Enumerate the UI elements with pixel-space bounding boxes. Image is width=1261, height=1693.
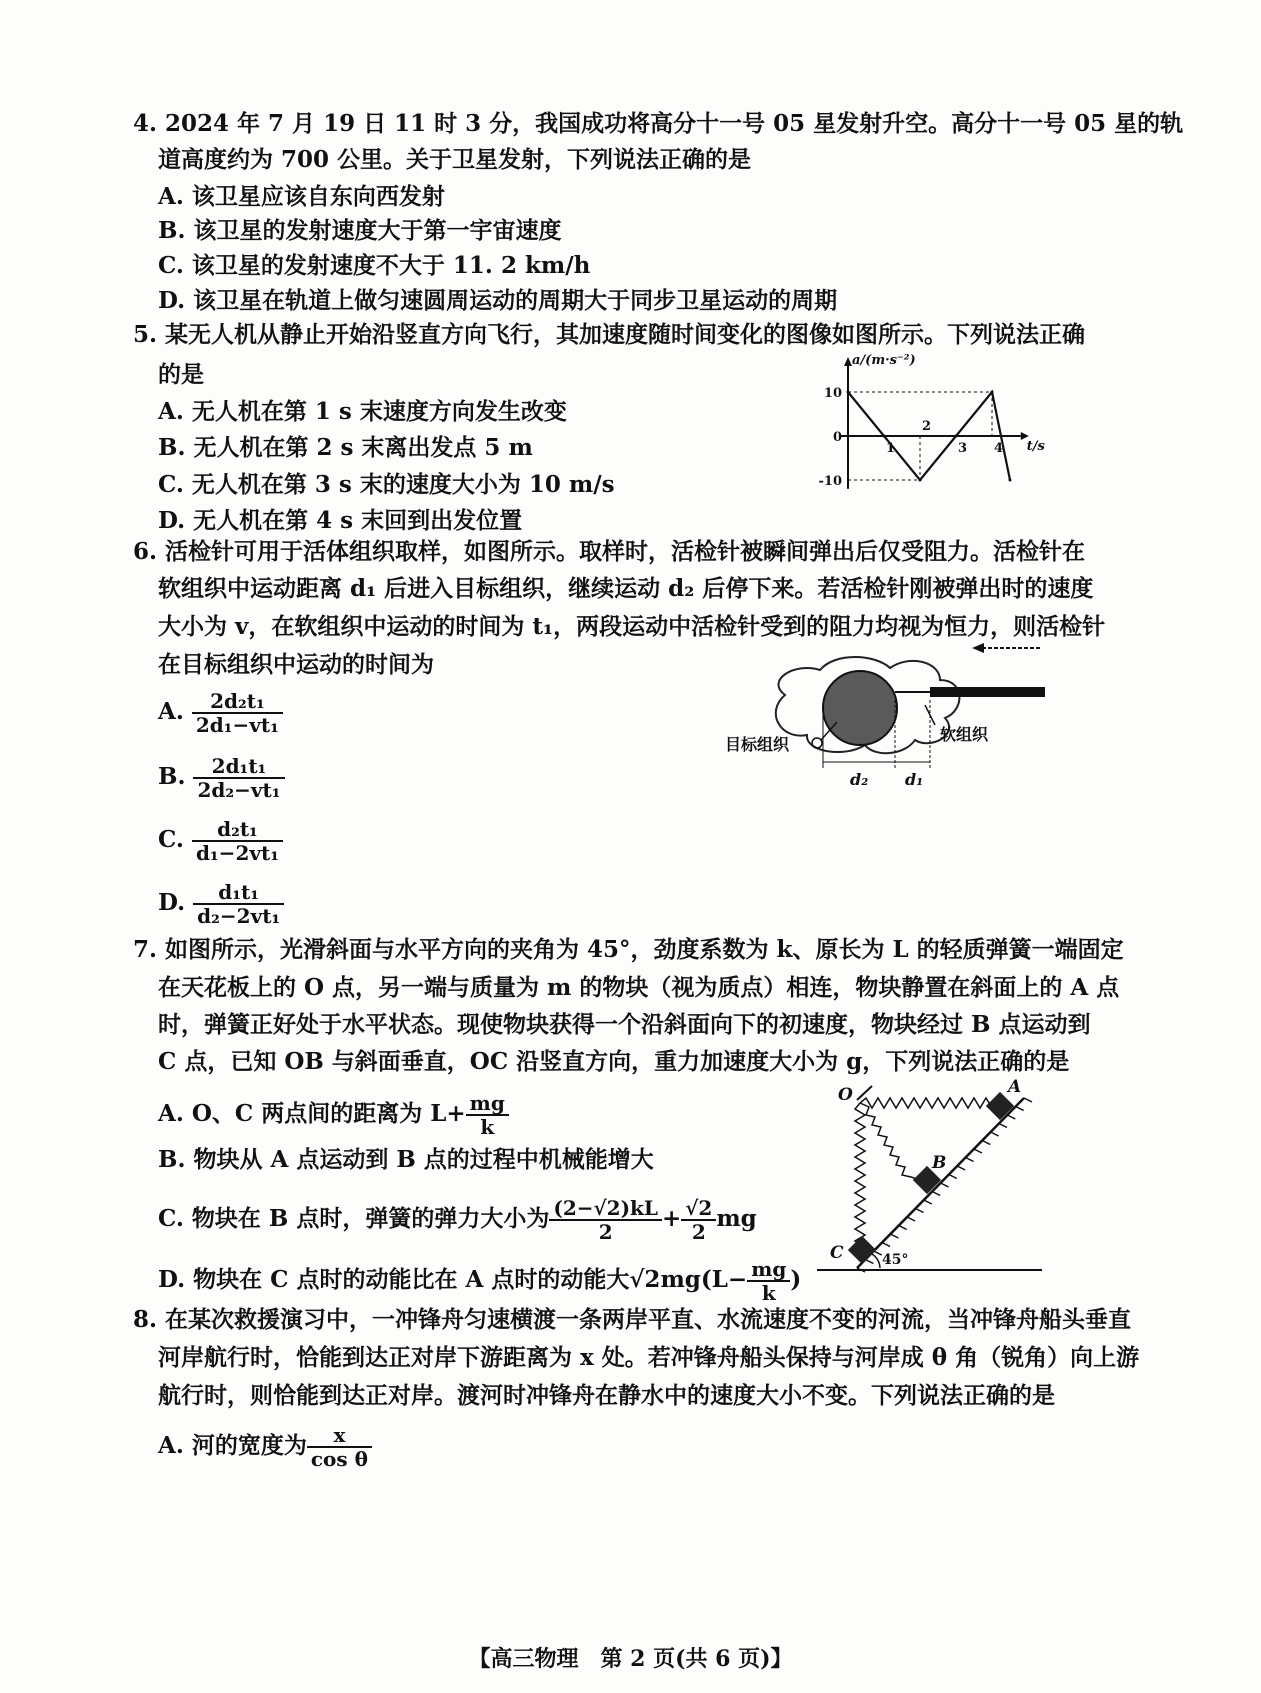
q7-option-d-suffix: ) bbox=[790, 1266, 802, 1293]
q5-option-c: C. 无人机在第 3 s 末的速度大小为 10 m/s bbox=[158, 471, 615, 498]
q7-stem-line2: 在天花板上的 O 点，另一端与质量为 m 的物块（视为质点）相连，物块静置在斜面上的 A 点 bbox=[158, 974, 1120, 1001]
target-tissue bbox=[823, 671, 897, 745]
q6-option-c bbox=[158, 818, 283, 864]
spring-diagonal bbox=[860, 1103, 917, 1179]
q6-stem-line3: 大小为 v，在软组织中运动的时间为 t₁，两段运动中活检针受到的阻力均视为恒力，则活检针 bbox=[158, 613, 1106, 640]
fraction-denominator: 2 bbox=[691, 1220, 706, 1244]
q7-option-a bbox=[158, 1092, 509, 1138]
q6-option-c-label: C. bbox=[158, 826, 184, 853]
data-point bbox=[991, 391, 994, 394]
q8-stem-line3: 航行时，则恰能到达正对岸。渡河时冲锋舟在静水中的速度大小不变。下列说法正确的是 bbox=[158, 1382, 1055, 1409]
q8-option-a bbox=[158, 1424, 372, 1470]
q7-option-c bbox=[158, 1197, 757, 1243]
fraction-denominator: 2 bbox=[598, 1220, 613, 1244]
fraction-numerator: d₁t₁ bbox=[193, 881, 284, 905]
data-point bbox=[1009, 479, 1012, 482]
q6-option-b-label: B. bbox=[158, 763, 186, 790]
ceiling-mark bbox=[857, 1086, 872, 1100]
data-point bbox=[847, 391, 850, 394]
fraction-denominator: k bbox=[761, 1281, 776, 1305]
q7-option-c-fraction2 bbox=[681, 1197, 716, 1243]
soft-tissue-label: 软组织 bbox=[940, 725, 989, 744]
q7-option-a-text: A. O、C 两点间的距离为 L+ bbox=[158, 1100, 466, 1127]
q5-stem-line2: 的是 bbox=[158, 361, 204, 388]
x-tick-label: 4 bbox=[994, 441, 1004, 456]
q5-option-d: D. 无人机在第 4 s 末回到出发位置 bbox=[158, 507, 523, 534]
fraction-denominator: 2d₂−vt₁ bbox=[197, 778, 281, 802]
fraction-numerator: mg bbox=[747, 1258, 790, 1282]
q6-stem-line2: 软组织中运动距离 d₁ 后进入目标组织，继续运动 d₂ 后停下来。若活检针刚被弹出时的速度 bbox=[158, 575, 1094, 602]
fraction-denominator: d₂−2vt₁ bbox=[197, 904, 281, 928]
x-axis-label: t/s bbox=[1026, 439, 1045, 454]
q6-option-d bbox=[158, 881, 284, 927]
q8-option-a-text: A. 河的宽度为 bbox=[158, 1432, 307, 1459]
y-tick-label: -10 bbox=[818, 474, 842, 489]
x-tick-label: 2 bbox=[922, 419, 932, 434]
fraction-numerator: mg bbox=[466, 1092, 509, 1116]
q4-stem-line2: 道高度约为 700 公里。关于卫星发射，下列说法正确的是 bbox=[158, 146, 752, 173]
q6-stem-line1: 6. 活检针可用于活体组织取样，如图所示。取样时，活检针被瞬间弹出后仅受阻力。活检针在 bbox=[133, 538, 1086, 565]
q7-option-d-fraction bbox=[747, 1258, 790, 1304]
fraction-denominator: 2d₁−vt₁ bbox=[195, 713, 279, 737]
fraction-numerator: d₂t₁ bbox=[192, 818, 283, 842]
plus-sign: + bbox=[661, 1205, 682, 1232]
q6-option-b-fraction bbox=[193, 755, 284, 801]
fraction-numerator: 2d₂t₁ bbox=[192, 690, 283, 714]
biopsy-needle bbox=[930, 687, 1045, 697]
q4-option-d: D. 该卫星在轨道上做匀速圆周运动的周期大于同步卫星运动的周期 bbox=[158, 287, 838, 314]
q6-option-a-label: A. bbox=[158, 698, 184, 725]
q7-stem-line1: 7. 如图所示，光滑斜面与水平方向的夹角为 45°，劲度系数为 k、原长为 L 的轻质弹簧一端固定 bbox=[133, 936, 1124, 963]
fraction-denominator: k bbox=[480, 1115, 495, 1139]
direction-arrow-head bbox=[972, 643, 984, 653]
q6-option-a-fraction bbox=[192, 690, 283, 736]
data-point bbox=[955, 435, 958, 438]
y-tick-label: 0 bbox=[832, 430, 842, 445]
label-a: A bbox=[1008, 1077, 1022, 1097]
q7-option-d bbox=[158, 1258, 801, 1304]
q7-option-d-text: D. 物块在 C 点时的动能比在 A 点时的动能大√2mg(L− bbox=[158, 1266, 748, 1293]
q6-option-a bbox=[158, 690, 283, 736]
q4-option-c: C. 该卫星的发射速度不大于 11. 2 km/h bbox=[158, 252, 591, 279]
q7-option-c-suffix: mg bbox=[716, 1205, 757, 1232]
q8-stem-line2: 河岸航行时，恰能到达正对岸下游距离为 x 处。若冲锋舟船头保持与河岸成 θ 角（锐角）向上游 bbox=[158, 1344, 1140, 1371]
q7-incline-spring-figure bbox=[812, 1078, 1047, 1278]
q5-option-a: A. 无人机在第 1 s 末速度方向发生改变 bbox=[158, 398, 567, 425]
spring-horizontal bbox=[860, 1098, 998, 1108]
data-point bbox=[883, 435, 886, 438]
label-b: B bbox=[932, 1153, 947, 1173]
fraction-numerator: √2 bbox=[681, 1197, 716, 1221]
page-footer: 【高三物理 第 2 页(共 6 页)】 bbox=[468, 1646, 793, 1672]
q4-option-b: B. 该卫星的发射速度大于第一宇宙速度 bbox=[158, 217, 562, 244]
fraction-numerator: 2d₁t₁ bbox=[193, 755, 284, 779]
label-o: O bbox=[838, 1085, 853, 1105]
q7-option-a-fraction bbox=[466, 1092, 509, 1138]
angle-arc bbox=[872, 1254, 880, 1268]
q7-option-c-text: C. 物块在 B 点时，弹簧的弹力大小为 bbox=[158, 1205, 550, 1232]
y-tick-label: 10 bbox=[823, 386, 842, 401]
q6-option-c-fraction bbox=[192, 818, 283, 864]
fraction-numerator: x bbox=[307, 1424, 372, 1448]
q4-stem-line1: 4. 2024 年 7 月 19 日 11 时 3 分，我国成功将高分十一号 05 星发射升空。高分十一号 05 星的轨 bbox=[133, 110, 1184, 137]
q6-option-b bbox=[158, 755, 285, 801]
x-tick-label: 1 bbox=[886, 441, 896, 456]
fraction-numerator: (2−√2)kL bbox=[549, 1197, 662, 1221]
y-axis-arrow bbox=[844, 357, 852, 366]
q6-biopsy-figure bbox=[725, 640, 1055, 790]
block-at-c bbox=[848, 1236, 876, 1264]
q5-stem-line1: 5. 某无人机从静止开始沿竖直方向飞行，其加速度随时间变化的图像如图所示。下列说法正确 bbox=[133, 321, 1086, 348]
q8-option-a-fraction bbox=[307, 1424, 372, 1470]
q7-stem-line3: 时，弹簧正好处于水平状态。现使物块获得一个沿斜面向下的初速度，物块经过 B 点运动到 bbox=[158, 1011, 1091, 1038]
q4-option-a: A. 该卫星应该自东向西发射 bbox=[158, 183, 445, 210]
label-c: C bbox=[830, 1243, 844, 1263]
target-label-marker bbox=[812, 738, 822, 748]
fraction-denominator: cos θ bbox=[310, 1447, 368, 1471]
q6-option-d-label: D. bbox=[158, 889, 186, 916]
q5-acceleration-chart bbox=[812, 352, 1045, 502]
spring-vertical bbox=[855, 1103, 865, 1244]
q6-stem-line4: 在目标组织中运动的时间为 bbox=[158, 651, 434, 678]
incline-hatching bbox=[857, 1098, 1032, 1272]
q7-stem-line4: C 点，已知 OB 与斜面垂直，OC 沿竖直方向，重力加速度大小为 g，下列说法正确的是 bbox=[158, 1048, 1070, 1075]
q7-option-c-fraction1 bbox=[549, 1197, 662, 1243]
d2-label: d₂ bbox=[850, 770, 869, 789]
x-tick-label: 3 bbox=[958, 441, 968, 456]
q7-option-b: B. 物块从 A 点运动到 B 点的过程中机械能增大 bbox=[158, 1146, 654, 1173]
target-tissue-label: 目标组织 bbox=[725, 735, 790, 754]
label-angle: 45° bbox=[882, 1252, 909, 1268]
fraction-denominator: d₁−2vt₁ bbox=[195, 841, 279, 865]
d1-label: d₁ bbox=[905, 770, 924, 789]
q6-option-d-fraction bbox=[193, 881, 284, 927]
q8-stem-line1: 8. 在某次救援演习中，一冲锋舟匀速横渡一条两岸平直、水流速度不变的河流，当冲锋舟船头垂直 bbox=[133, 1306, 1132, 1333]
data-point bbox=[919, 479, 922, 482]
y-axis-label: a/(m·s⁻²) bbox=[852, 353, 916, 368]
q5-option-b: B. 无人机在第 2 s 末离出发点 5 m bbox=[158, 434, 533, 461]
